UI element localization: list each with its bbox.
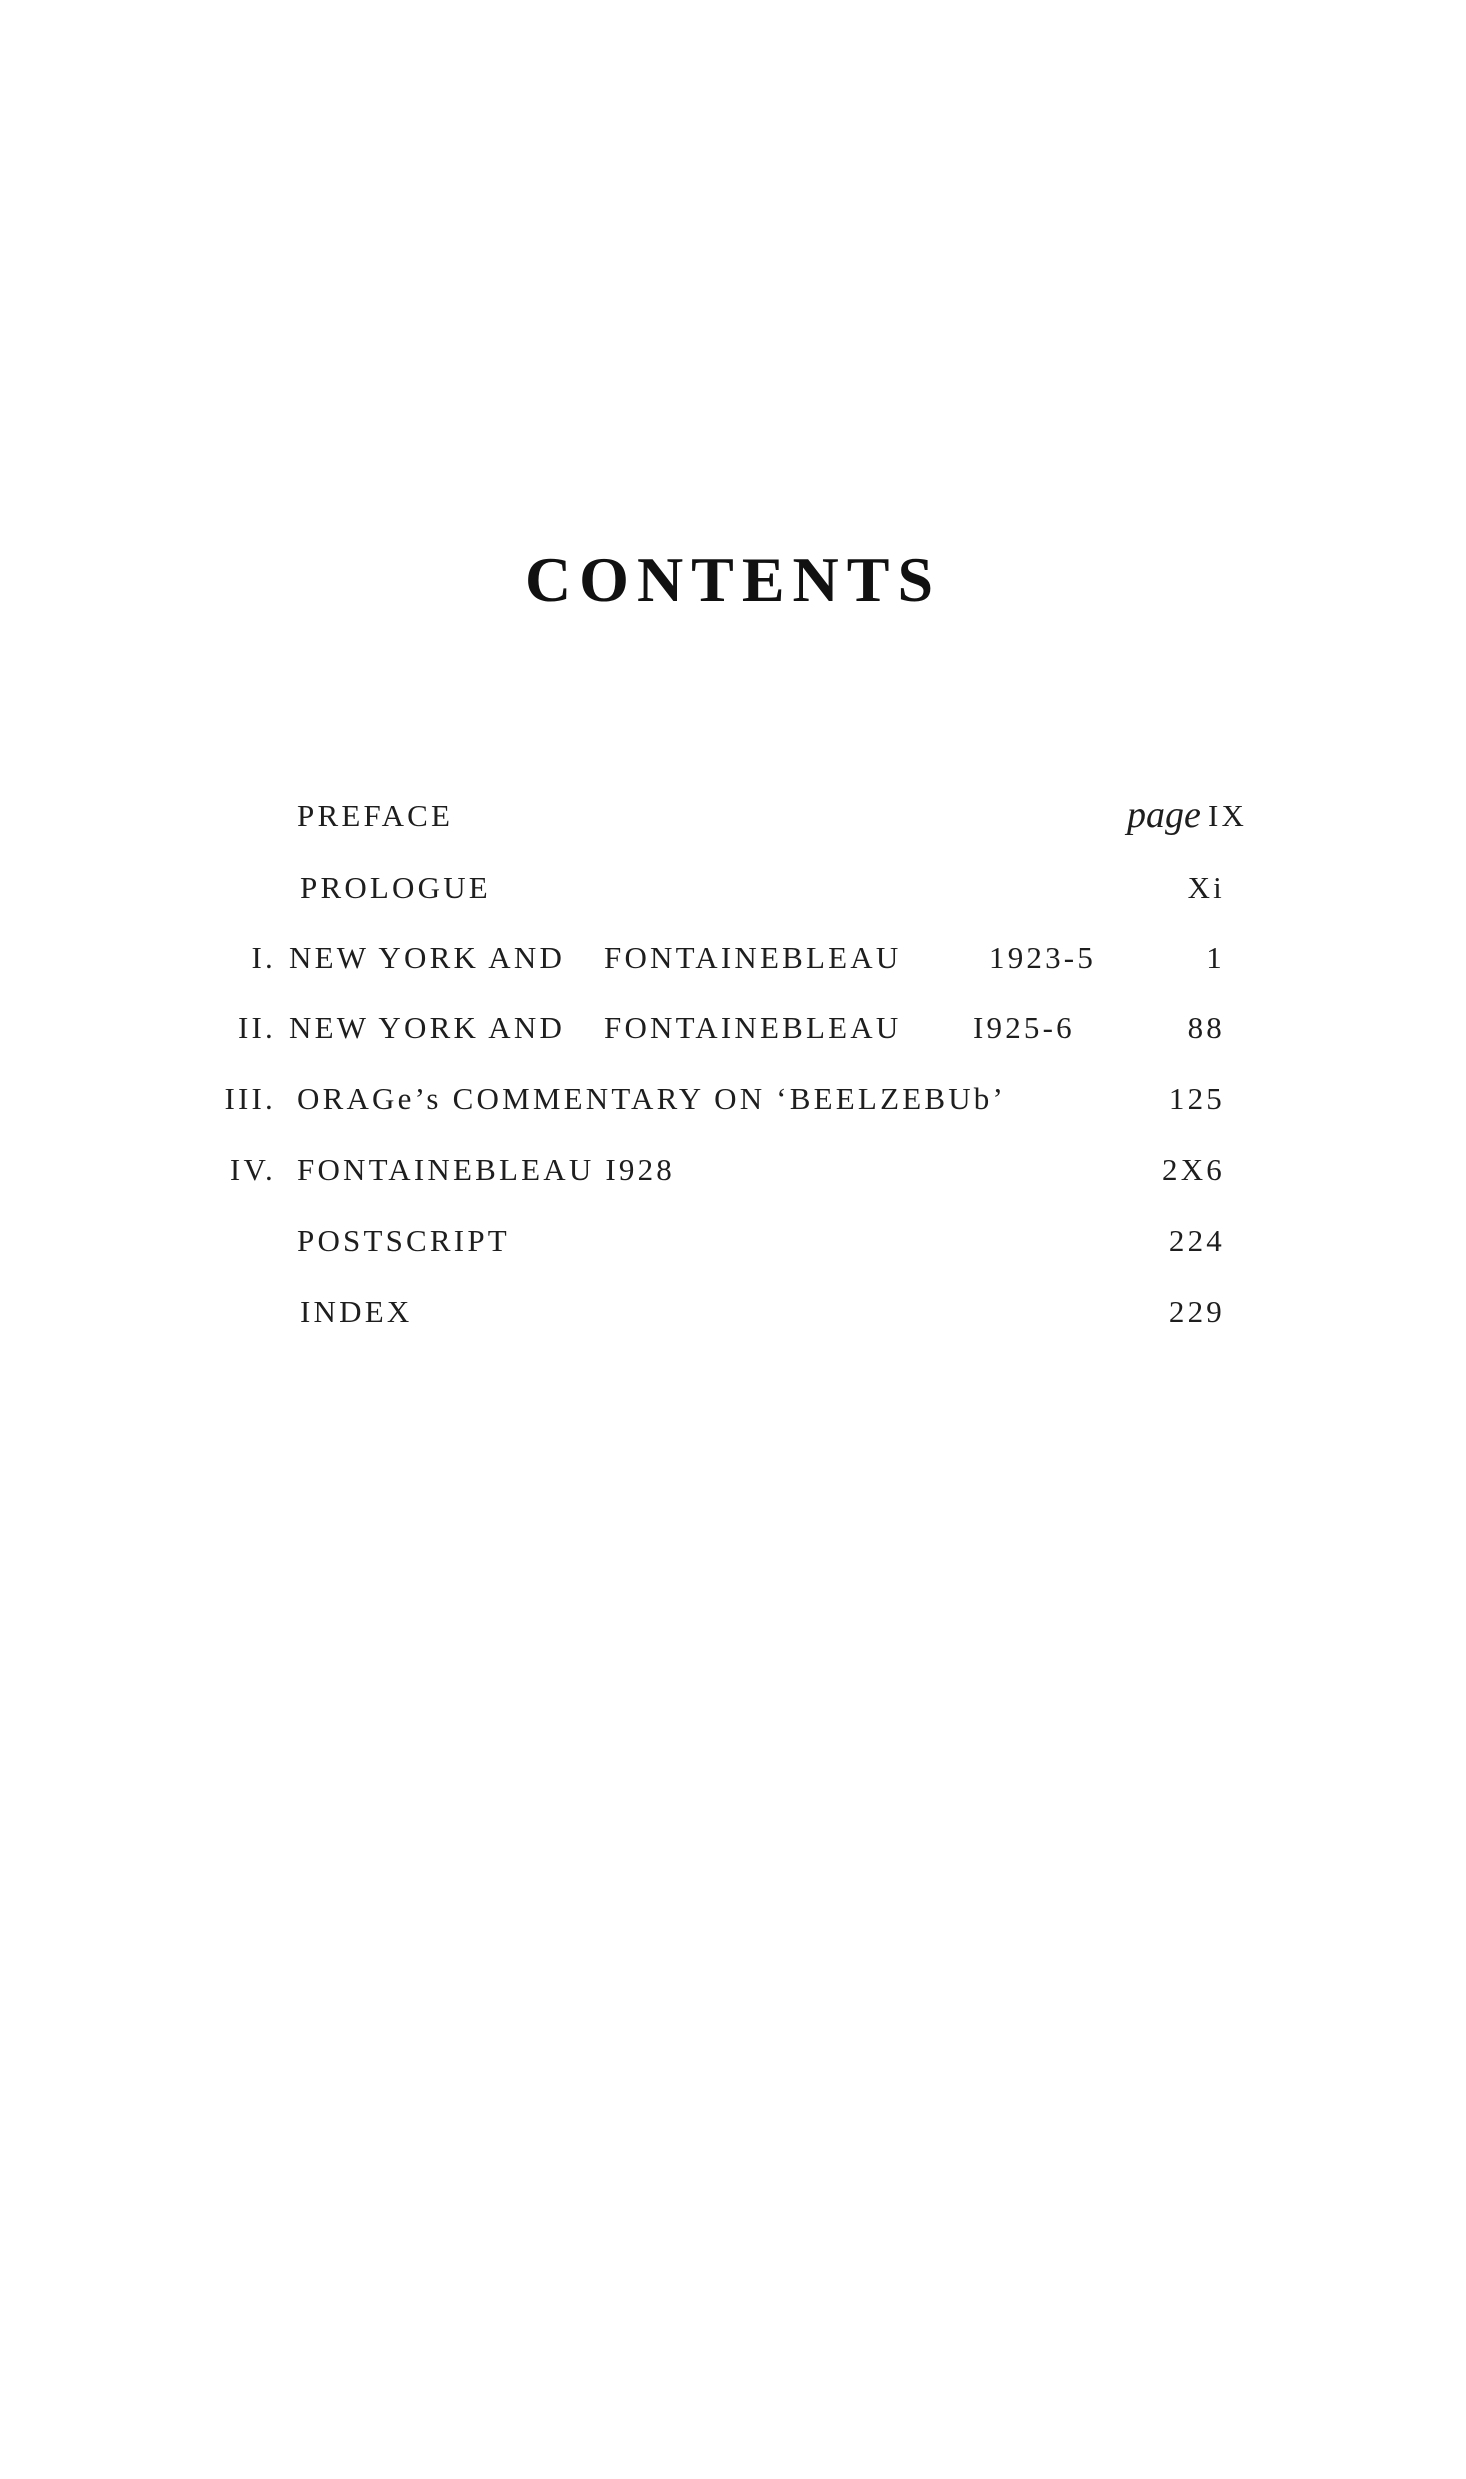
toc-entry-ch2-years: I925-6 [973, 1010, 1075, 1045]
toc-entry-ch4-number: IV. [229, 1152, 276, 1187]
page-title: CONTENTS [524, 544, 942, 615]
toc-entry-index-page: 229 [1168, 1294, 1225, 1329]
toc-entry-preface-page: IX [1208, 798, 1248, 833]
toc-entry-ch3-title: ORAGe’s COMMENTARY ON ‘BEELZEBUb’ [297, 1081, 1007, 1116]
toc-entry-postscript-page: 224 [1168, 1223, 1225, 1258]
toc-entry-ch1-title-a: NEW YORK AND [289, 940, 566, 975]
toc-entry-prologue-page: Xi [1187, 870, 1225, 905]
toc-entry-ch2-title-b: FONTAINEBLEAU [604, 1010, 902, 1045]
toc-entry-ch1-number: I. [251, 940, 276, 975]
toc-entry-ch1-years: 1923-5 [989, 940, 1097, 975]
toc-entry-ch2-page: 88 [1187, 1010, 1225, 1045]
toc-entry-ch4-page: 2X6 [1162, 1152, 1225, 1187]
toc-entry-ch2-number: II. [238, 1010, 276, 1045]
toc-entry-ch3-page: 125 [1168, 1081, 1225, 1116]
toc-entry-ch1-title-b: FONTAINEBLEAU [604, 940, 902, 975]
toc-entry-postscript-title: POSTSCRIPT [297, 1223, 510, 1258]
toc-entry-index-title: INDEX [300, 1294, 413, 1329]
toc-entry-prologue-title: PROLOGUE [300, 870, 491, 905]
toc-entry-ch4-title: FONTAINEBLEAU I928 [297, 1152, 675, 1187]
toc-entry-preface-title: PREFACE [297, 798, 454, 833]
toc-entry-ch1-page: 1 [1206, 940, 1225, 975]
toc-entry-ch2-title-a: NEW YORK AND [289, 1010, 566, 1045]
toc-entry-ch3-number: III. [224, 1081, 276, 1116]
toc-entry-preface-page-prefix: page [1127, 794, 1201, 836]
